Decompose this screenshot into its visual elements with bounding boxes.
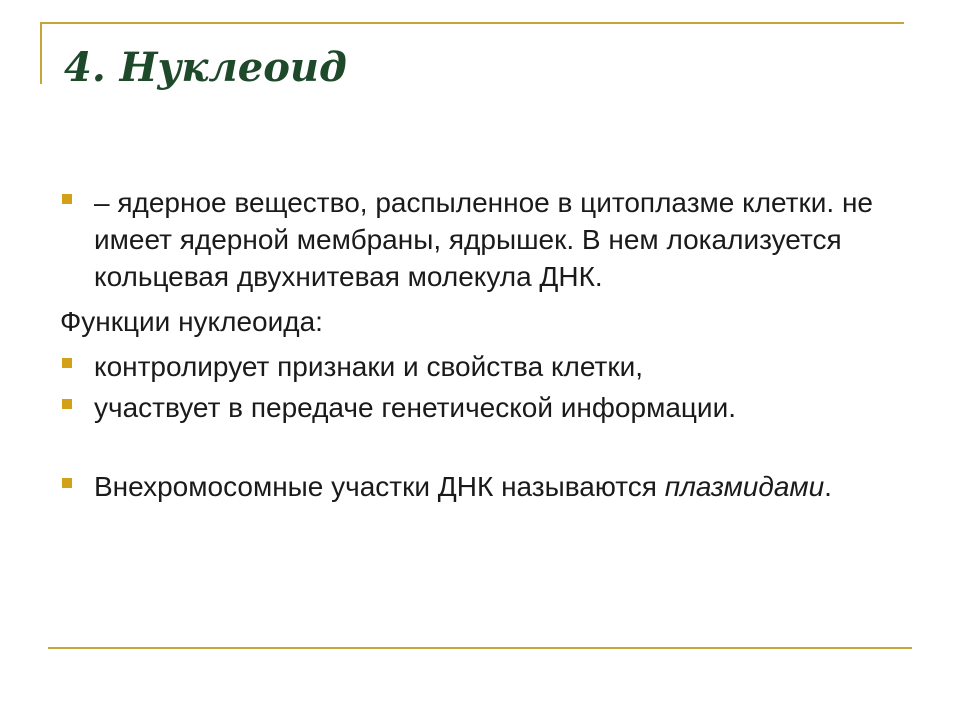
plasmid-item — [60, 468, 920, 505]
definition-item — [60, 184, 920, 295]
function-item — [60, 389, 920, 426]
bottom-rule — [48, 647, 912, 649]
square-bullet-icon — [62, 399, 72, 409]
function-item — [60, 348, 920, 385]
slide-content — [60, 184, 920, 505]
plasmid-end: . — [824, 471, 832, 502]
square-bullet-icon — [62, 358, 72, 368]
functions-heading: Функции нуклеоида: — [60, 306, 323, 337]
top-rule — [40, 22, 904, 24]
plasmid-term: плазмидами — [664, 471, 825, 502]
left-rule — [40, 22, 42, 84]
function-text: контролирует признаки и свойства клетки, — [94, 351, 644, 382]
definition-text: – ядерное вещество, распыленное в цитоплазме клетки. не имеет ядерной мембраны, ядрышек. В нем локализуется кольцевая двухнитевая молекула ДНК. — [94, 187, 873, 292]
square-bullet-icon — [62, 194, 72, 204]
function-text: участвует в передаче генетической информации. — [94, 392, 736, 423]
plasmid-text: Внехромосомные участки ДНК называются — [94, 471, 665, 502]
square-bullet-icon — [62, 478, 72, 488]
slide-title: 4. Нуклеоид — [64, 44, 347, 91]
